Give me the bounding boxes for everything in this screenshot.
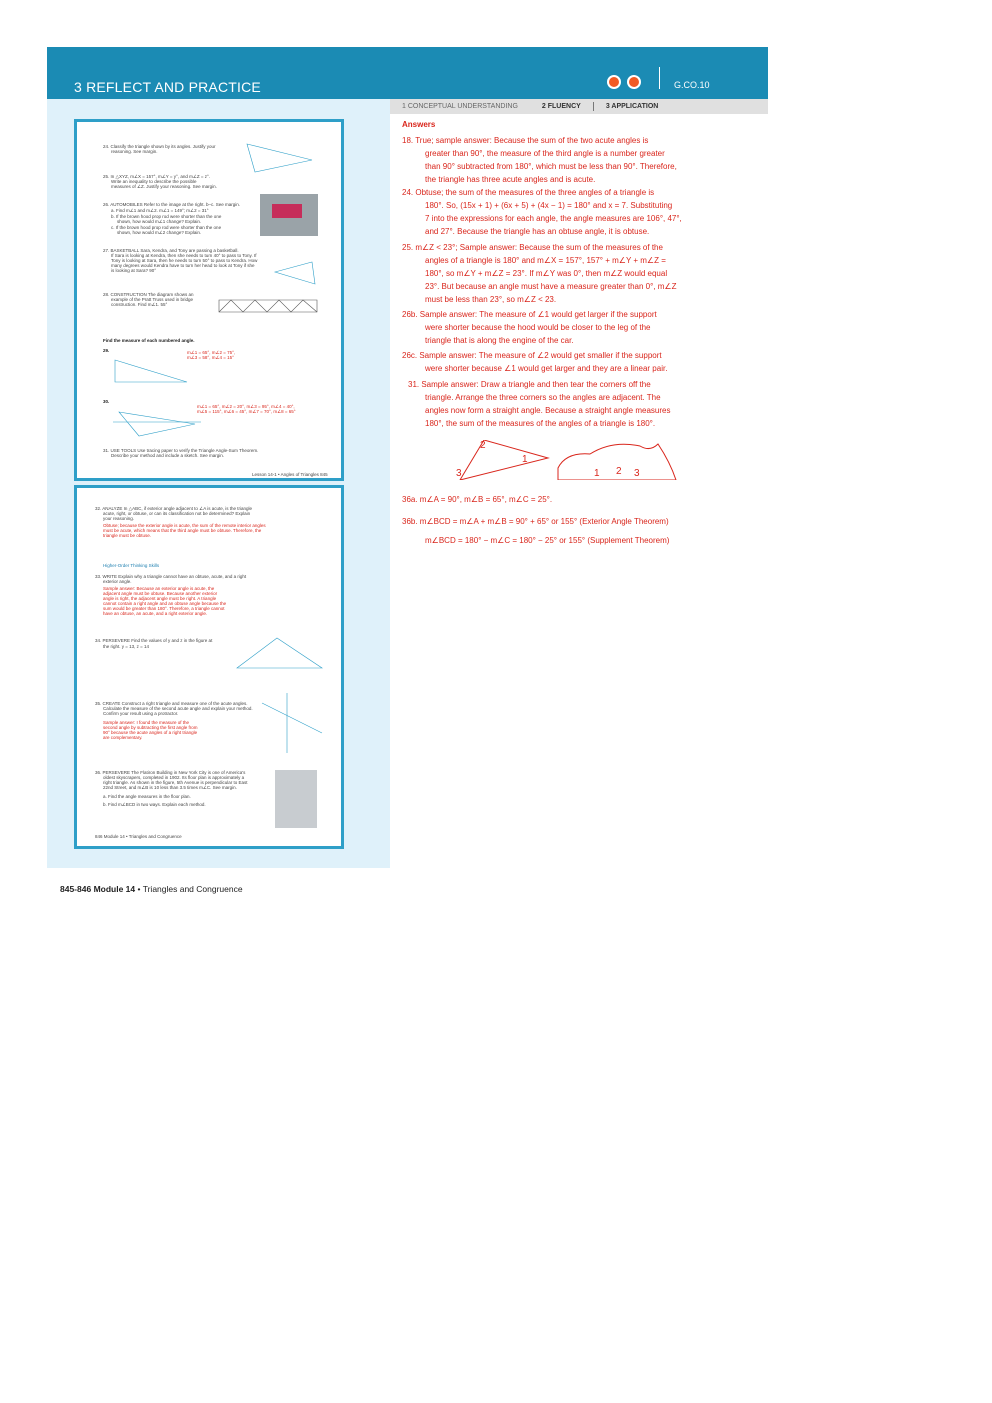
page-846-line: exterior angle. [103, 579, 132, 584]
footer-pages: 845-846 [60, 884, 92, 894]
page-845-line: reasoning. See margin. [111, 149, 158, 154]
answer-line: 180°. So, (15x + 1) + (6x + 5) + (4x − 1) = 180° and x = 7. Substituting [425, 201, 673, 210]
truss-figure [219, 300, 317, 312]
student-page-845 [74, 119, 344, 481]
triangle-24-figure [247, 144, 312, 172]
sketch-label: 3 [634, 468, 640, 479]
page-845-line: 29. [103, 348, 110, 353]
page-846-line: 33. WRITE Explain why a triangle cannot have an obtuse, acute, and a right [95, 574, 247, 579]
sketch-label: 3 [456, 468, 462, 479]
page-846-line: Calculate the measure of the second acute angle and explain your method. [103, 706, 253, 711]
page-845-line: 28. CONSTRUCTION The diagram shows an [103, 292, 194, 297]
page-845-line: Write an inequality to describe the possible [111, 179, 197, 184]
page-845-line: 27. BASKETBALL Sara, Kendra, and Tony are passing a basketball. [103, 248, 239, 253]
page-845-line: shown, how would m∠2 change? Explain. [117, 230, 202, 235]
standard-code: G.CO.10 [674, 80, 710, 90]
page-845-line: measures of ∠Z. Justify your reasoning. See margin. [111, 184, 217, 189]
group-icon [627, 75, 641, 89]
answer-line: angles now form a straight angle. Because a straight angle measures [425, 406, 671, 415]
answer-line: 26c. Sample answer: The measure of ∠2 would get smaller if the support [402, 351, 662, 360]
page-846-line: Higher-Order Thinking Skills [103, 563, 160, 568]
page-846-line: right triangle. As shown in the figure, 5th Avenue is perpendicular to East [103, 780, 248, 785]
answer-line: triangle. Arrange the three corners so the angles are adjacent. The [425, 393, 661, 402]
header-band [47, 47, 768, 99]
page-846-line: 34. PERSEVERE Find the values of y and z in the figure at [95, 638, 213, 643]
page-846-line: Sample answer: Because an exterior angle is acute, the [103, 586, 215, 591]
section-title: 3 REFLECT AND PRACTICE [74, 79, 261, 95]
answer-line: 25. m∠Z < 23°; Sample answer: Because the sum of the measures of the [402, 243, 663, 252]
page-846-line: 36. PERSEVERE The Flatiron Building in New York City is one of America's [95, 770, 246, 775]
student-page-846 [74, 485, 344, 849]
page-845-line: 25. In △XYZ, m∠X = 157°, m∠Y = y°, and m∠Z = z°. [103, 174, 211, 179]
page-845-line: Lesson 14-1 • Angles of Triangles 845 [252, 472, 328, 477]
page-846-line: adjacent angle must be obtuse. Because another exterior [103, 591, 218, 596]
header-divider [659, 67, 660, 89]
answers-heading: Answers [402, 120, 436, 129]
person-icon [607, 75, 621, 89]
page-845-line: Describe your method and include a sketch. See margin. [111, 453, 225, 458]
page-846-line: b. Find m∠BCD in two ways. Explain each method. [103, 802, 206, 807]
page-846-line: 22nd Street, and m∠B is 10 less than 3.5 times m∠C. See margin. [103, 785, 237, 790]
car-engine [272, 204, 302, 218]
answer-line: 36b. m∠BCD = m∠A + m∠B = 90° + 65° or 155° (Exterior Angle Theorem) [402, 517, 669, 526]
answer-line: 26b. Sample answer: The measure of ∠1 would get larger if the support [402, 310, 657, 319]
page-846-line: 32. ANALYZE In △ABC, if exterior angle adjacent to ∠A is acute, is the triangle [95, 506, 252, 511]
page-846-line: second angle by subtracting the first angle from [103, 725, 198, 730]
page-845-line: 31. USE TOOLS Use tracing paper to verify the Triangle Angle-Sum Theorem. [103, 448, 259, 453]
page-846-line: 846 Module 14 • Triangles and Congruence [95, 834, 182, 839]
page-846-line: Obtuse; because the exterior angle is acute, the sum of the remote interior angles [103, 523, 266, 528]
answer-line: 24. Obtuse; the sum of the measures of the three angles of a triangle is [402, 188, 655, 197]
answer-line: 7 into the expressions for each angle, the angle measures are 106°, 47°, [425, 214, 682, 223]
page-846-line: triangle must be obtuse. [103, 533, 152, 538]
answer-line: angles of a triangle is 180° and m∠X = 157°, 157° + m∠Y + m∠Z = [425, 256, 666, 265]
sketch-label: 1 [594, 468, 600, 479]
footer-bullet: • [137, 884, 141, 894]
page-846-line: your reasoning. [103, 516, 135, 521]
page-845-line: 30. [103, 399, 110, 404]
page-846-line: are complementary. [103, 735, 143, 740]
header-icons [607, 75, 641, 89]
page-845-line: 26. AUTOMOBILES Refer to the image at the right. b–c. See margin. [103, 202, 240, 207]
flatiron-map [275, 770, 317, 828]
tab-fluency: 2 FLUENCY [541, 103, 581, 110]
sketch-label: 1 [522, 454, 528, 465]
page2-figures [77, 488, 341, 846]
sketch-label: 2 [480, 440, 486, 451]
answer-line: 180°, so m∠Y + m∠Z = 23°. If m∠Y was 0°, then m∠Z would equal [425, 269, 668, 278]
practice-tabs [390, 99, 768, 114]
page-846-line: a. Find the angle measures in the floor plan. [103, 794, 191, 799]
page-footer [60, 884, 243, 894]
answer-line: greater than 90°, the measure of the third angle is a number greater [425, 149, 665, 158]
footer-module: Module 14 [93, 884, 136, 894]
page-846-line: 35. CREATE Construct a right triangle and measure one of the acute angles. [95, 701, 248, 706]
page-845-line: b. If the brown hood prop rod were shorter than the one [111, 214, 222, 219]
page-845-line: shown, how would m∠1 change? Explain. [117, 219, 202, 224]
page-846-line: angle is right, the adjacent angle must be right. A triangle [103, 596, 217, 601]
answer-line: than 90° subtracted from 180°, which must be less than 90°. Therefore, [425, 162, 677, 171]
triangle-34-figure [237, 638, 322, 668]
page-846-line: sum would be greater than 180°. Therefore, a triangle cannot [103, 606, 225, 611]
answer-line: m∠BCD = 180° − m∠C = 180° − 25° or 155° (Supplement Theorem) [425, 536, 670, 545]
answer-line: 18. True; sample answer: Because the sum of the two acute angles is [402, 136, 649, 145]
answer-line: must be less than 23°, so m∠Z < 23. [425, 295, 557, 304]
answer-line: 36a. m∠A = 90°, m∠B = 65°, m∠C = 25°. [402, 495, 553, 504]
page-845-line: construction. Find m∠1. 55° [111, 302, 168, 307]
answer-line: 31. Sample answer: Draw a triangle and then tear the corners off the [408, 380, 651, 389]
page-845-line: is looking at Sara? 90° [111, 268, 157, 273]
tab-conceptual: 1 CONCEPTUAL UNDERSTANDING [402, 103, 518, 110]
footer-topic: Triangles and Congruence [142, 884, 243, 894]
answer-line: triangle that is along the engine of the car. [425, 336, 574, 345]
page-846-line: 90° because the acute angles of a right triangle [103, 730, 198, 735]
page-845-line: Tony is looking at Sara, then he needs to turn 50° to pass to Kendra. How [111, 258, 258, 263]
page-845-line: Find the measure of each numbered angle. [103, 338, 195, 343]
page-846-line: acute, right, or obtuse, or can its classification not be determined? Explain [103, 511, 251, 516]
page-845-line: example of the Pratt Truss used in bridge [111, 297, 194, 302]
page-845-line: 24. Classify the triangle shown by its angles. Justify your [103, 144, 216, 149]
page-845-line: many degrees would Kendra have to turn her head to look at Tony if she [111, 263, 255, 268]
page-845-line: m∠1 = 65°, m∠2 = 20°, m∠3 = 95°, m∠4 = 40°, [197, 404, 295, 409]
sketch-label: 2 [616, 466, 622, 477]
answer-line: the triangle has three acute angles and is acute. [425, 175, 596, 184]
answer-line: were shorter because the hood would be closer to the leg of the [425, 323, 651, 332]
answer-line: 180°, the sum of the measures of the angles of a triangle is 180°. [425, 419, 656, 428]
page-845-line: a. Find m∠1 and m∠2. m∠1 = 149°; m∠2 = 31° [111, 208, 209, 213]
triangle-30-figure [119, 412, 195, 436]
line-35-figure [262, 703, 322, 733]
page-846-line: must be acute, which means that the third angle must be obtuse. Therefore, the [103, 528, 262, 533]
answer-line: were shorter because ∠1 would get larger and they are a linear pair. [425, 364, 668, 373]
page-845-line: m∠5 = 115°, m∠6 = 45°, m∠7 = 70°, m∠8 = 65° [197, 409, 296, 414]
triangle-27-figure [275, 262, 315, 284]
page-845-line: If Sara is looking at Kendra, then she needs to turn 40° to pass to Tony. If [111, 253, 257, 258]
page-845-line: m∠3 = 58°, m∠4 = 15° [187, 355, 234, 360]
page-846-line: Confirm your result using a protractor. [103, 711, 179, 716]
page-845-line: c. If the brown hood prop rod were shorter than the one [111, 225, 222, 230]
answer-31-sketch [440, 440, 680, 480]
answer-line: 23°. But because an angle must have a measure greater than 0°, m∠Z [425, 282, 677, 291]
page-845-line: m∠1 = 65°, m∠2 = 75°, [187, 350, 236, 355]
page-846-line: the right. y = 13, z = 14 [103, 644, 150, 649]
page-846-line: Sample answer: I found the measure of the [103, 720, 190, 725]
page-846-line: cannot contain a right angle and an obtuse angle because the [103, 601, 227, 606]
tab-application: 3 APPLICATION [605, 103, 659, 110]
page-846-line: have an obtuse, an acute, and a right exterior angle. [103, 611, 208, 616]
answers-panel [402, 120, 712, 545]
truss-web [219, 300, 317, 312]
torn-triangle [460, 440, 548, 480]
page-846-line: oldest skyscrapers, completed in 1902. Its floor plan is approximately a [103, 775, 245, 780]
answer-line: and 27°. Because the triangle has an obtuse angle, it is obtuse. [425, 227, 650, 236]
triangle-29-figure [115, 360, 187, 382]
